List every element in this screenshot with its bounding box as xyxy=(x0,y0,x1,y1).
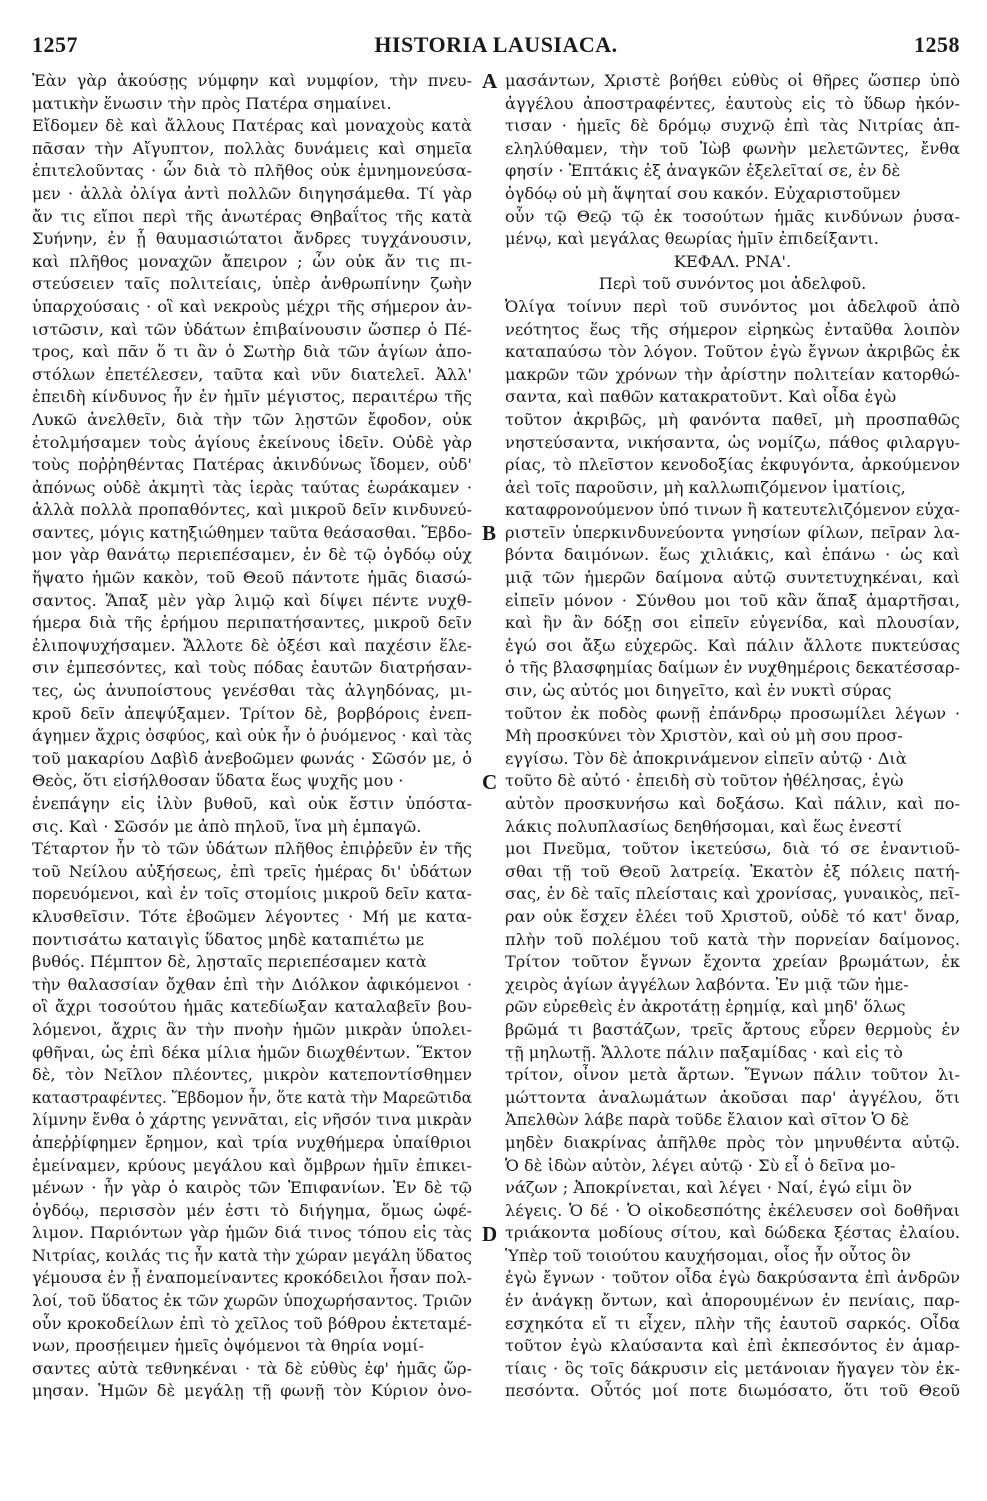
text-line: τίαις · ὃς τοῖς δάκρυσιν εἰς μετάνοιαν ἤγαγεν τὸν ἐκ- xyxy=(505,1358,960,1378)
text-line: οὖν κροκοδείλων ἐπὶ τὸ χεῖλος τοῦ βόθρου ἐκτεταμέ- xyxy=(32,1313,472,1333)
text-line: ἐνεπάγην εἰς ἰλὺν βυθοῦ, καὶ οὐκ ἔστιν ὑπόστα- xyxy=(32,794,472,813)
margin-marker-b: B xyxy=(482,521,497,545)
page-number-left: 1257 xyxy=(32,32,78,57)
text-line: γέμουσα ἐν ᾗ ἐναπομείναντες κροκόδειλοι ἦσαν πολ- xyxy=(32,1268,472,1288)
text-line: Συήνην, ἐν ᾗ θαυμασιώτατοι ἄνδρες τυγχάνουσιν, xyxy=(32,229,472,249)
margin-marker-c: C xyxy=(482,769,498,794)
text-line: Λυκῶ ἀνελθεῖν, διὰ τὴν τῶν λῃστῶν ἔφοδον, οὐκ xyxy=(32,409,472,429)
text-line: ὁ τῆς βλασφημίας δαίμων ἐν νυχθημέροις δεκατέσσαρ- xyxy=(505,658,960,678)
text-line: νων, προσῄειμεν ἡμεῖς ὀψόμενοι τὰ θηρία νομί- xyxy=(32,1336,425,1356)
text-line: λίμνην ἔνθα ὁ χάρτης γεννᾶται, εἰς νῆσόν τινα μικρὰν xyxy=(32,1110,472,1130)
text-line: ἀεὶ τοῖς παροῦσιν, μὴ καλλωπιζόμενον ἱματίοις, xyxy=(505,477,906,497)
text-line: Θεὸς, ὅτι εἰσήλθοσαν ὕδατα ἕως ψυχῆς μου · xyxy=(32,771,404,791)
text-line: λάκις πολυπλασίως δεηθήσομαι, καὶ ἕως ἐνεστί xyxy=(505,816,903,836)
left-column xyxy=(32,70,472,1403)
text-line: Μὴ προσκύνει τὸν Χριστὸν, καὶ οὐ μὴ σου προσ- xyxy=(505,726,903,746)
text-line: Ἐὰν γὰρ ἀκούσῃς νύμφην καὶ νυμφίον, τὴν πνευ- xyxy=(32,71,472,90)
text-line: χειρὸς ἁγίων ἀγγέλων λαβόντα. Ἐν μιᾷ τῶν ἡμε- xyxy=(505,974,909,994)
text-line: τῇ μηλωτῇ. Ἄλλοτε πάλιν παξαμίδας · καὶ εἰς τὸ xyxy=(505,1042,903,1062)
text-line: ὑπαρχούσαις · οἳ καὶ νεκροὺς μέχρι τῆς σήμερον ἀν- xyxy=(32,296,472,316)
text-line: Ἀπελθὼν λάβε παρὰ τοῦδε ἔλαιον καὶ σῖτον Ὁ δὲ xyxy=(505,1110,910,1130)
text-line: άγημεν ἄχρις ὀσφύος, καὶ οὐκ ἦν ὁ ῥυόμενος · καὶ τὰς xyxy=(32,726,472,746)
text-line: ιστῶσιν, καὶ τῶν ὑδάτων ἐπιβαίνουσιν ὥσπερ ὁ Πέ- xyxy=(32,319,472,339)
text-line: τοῦτον ἀκριβῶς, μὴ φανόντα παθεῖ, μὴ προσπαθῶς xyxy=(505,409,960,429)
text-line: Ὀλίγα τοίνυν περὶ τοῦ συνόντος μοι ἀδελφοῦ ἀπὸ xyxy=(505,296,960,316)
text-line: ἄν τις εἴποι περὶ τῆς ἀνωτέρας Θηβαΐτος τῆς κατὰ xyxy=(32,206,472,226)
text-line: τοῦ μακαρίου Δαβὶδ ἀνεβοῶμεν φωνάς · Σῶσόν με, ὁ xyxy=(32,748,472,768)
text-line: Τρίτον τοῦτον ἔγνων ἔχοντα χρείαν βρωμάτων, ἐκ xyxy=(505,952,960,972)
text-line: μησαν. Ἡμῶν δὲ μεγάλῃ τῇ φωνῇ τὸν Κύριον ὀνο- xyxy=(32,1381,472,1401)
text-line: ἐπιτελοῦντας · ὧν διὰ τὸ πλῆθος οὐκ ἐμνημονεύσα- xyxy=(32,161,472,181)
text-line: Νιτρίας, κοιλάς τις ἦν κατὰ τὴν χώραν μεγάλη ὕδατος xyxy=(32,1245,472,1265)
text-line: τισαν · ἡμεῖς δὲ δρόμῳ συχνῷ ἐπὶ τὰς Νιτρίας ἀπ- xyxy=(505,116,960,136)
text-line: στεύσειεν ταῖς πολιτείαις, ὑπὲρ ἀνθρωπίνην ζωὴν xyxy=(32,274,472,294)
text-line: πᾶσαν τὴν Αἴγυπτον, πολλὰς δυνάμεις καὶ σημεῖα xyxy=(32,138,472,158)
text-line: ἐγὼ ἔγνων · τοῦτον οἶδα ἐγὼ δακρύσαντα ἐπὶ ἀνδρῶν xyxy=(505,1268,960,1288)
text-line: νηστεύσαντα, νικήσαντα, ὡς νομίζω, πάθος φιλαργυ- xyxy=(505,432,960,452)
text-line: φθῆναι, ὡς ἐπὶ δέκα μίλια ἡμῶν διωχθέντων. Ἕκτον xyxy=(32,1042,472,1062)
text-line: μοι Πνεῦμα, τοῦτον ἱκετεύσω, διὰ τό σε ἐναντιοῦ- xyxy=(505,839,960,859)
text-line: σιν ἐμπεσόντες, καὶ τοὺς πόδας ἑαυτῶν διατρήσαν- xyxy=(32,658,472,678)
text-line: βυθός. Πέμπτον δὲ, λῃσταῖς περιεπέσαμεν κατὰ xyxy=(32,952,427,972)
text-line: τοῦτο δὲ αὐτό · ἐπειδὴ σὺ τοῦτον ἠθέλησας, ἐγὼ xyxy=(505,771,904,791)
text-line: ὀγδόῳ, περισσὸν μέν ἐστι τὸ διήγημα, ὅμως ὠφέ- xyxy=(32,1200,472,1220)
text-line: οὖν τῷ Θεῷ τῷ ἐκ τοσούτων ἡμᾶς κινδύνων ῥυσα- xyxy=(505,206,960,226)
text-line: τοῦτον ἐκ ποδὸς φωνῇ ἐπάνδρῳ προσωμίλει λέγων · xyxy=(505,703,960,723)
margin-marker-a: A xyxy=(482,69,498,93)
text-line: εληλύθαμεν, τὴν τοῦ Ἰὼβ φωνὴν μελετῶντες, ἔνθα xyxy=(505,138,960,158)
text-line: ραν οὐκ ἔσχεν ἐλέει τοῦ Χριστοῦ, οὐδὲ τό κατ' ὄναρ, xyxy=(505,906,960,926)
text-line: ἐλιποψυχήσαμεν. Ἄλλοτε δὲ ὀξέσι καὶ παχέσιν ἕλε- xyxy=(32,635,472,655)
text-line: ἐγώ σοι ἄξω εὐχερῶς. Καὶ πάλιν ἄλλοτε πυκτεύσας xyxy=(505,635,960,655)
text-line: σθαι τῇ τοῦ Θεοῦ λατρείᾳ. Ἑκατὸν ἐξ πόλεις πατή- xyxy=(505,861,960,881)
text-line: λοί, τοῦ ὕδατος ἐκ τῶν χωρῶν ὑποχωρήσαντος. Τριῶν xyxy=(32,1291,472,1311)
text-line: ρίας, τὸ πλεῖστον κενοδοξίας ἐκφυγόντα, ἀρκούμενον xyxy=(505,455,960,475)
running-title: HISTORIA LAUSIACA. xyxy=(374,32,618,57)
text-line: καὶ πλῆθος μοναχῶν ἄπειρον ; ὧν οὐκ ἄν τις πι- xyxy=(32,251,472,271)
text-line: μώττοντα ἀναλωμάτων ἀκοῦσαι παρ' ἀγγέλου, ὅτι xyxy=(505,1087,960,1107)
text-line: μακρῶν τῶν χρόνων τὴν ἀρίστην πολιτείαν κατορθώ- xyxy=(505,364,960,384)
text-line: λιμον. Παριόντων γὰρ ἡμῶν διά τινος τόπου εἰς τὰς xyxy=(32,1223,472,1243)
text-line: ριστεῖν ὑπερκινδυνεύοντα γνησίων φίλων, πεῖραν λα- xyxy=(505,522,960,542)
text-line: ἀγγέλου ἀποστραφέντες, ἑαυτοὺς εἰς τὸ ὕδωρ ἠκόν- xyxy=(505,93,960,113)
text-line: ματικὴν ἕνωσιν τὴν πρὸς Πατέρα σημαίνει. xyxy=(32,93,392,113)
text-line: τὴν θαλασσίαν ὄχθαν ἐπὶ τὴν Διόλκον ἀφικόμενοι · xyxy=(32,974,472,994)
text-line: σις. Καὶ · Σῶσόν με ἀπὸ πηλοῦ, ἵνα μὴ ἐμπαγῶ. xyxy=(32,816,422,836)
text-line: ποντισάτω καταιγὶς ὕδατος μηδὲ καταπιέτω με xyxy=(32,929,425,949)
text-line: τρίτον, οἶνον μετὰ ἄρτων. Ἔγνων πάλιν τοῦτον λι- xyxy=(505,1065,960,1085)
text-line: τοῦ Νείλου αὐξήσεως, ἐπὶ τρεῖς ἡμέρας δι' ὑδάτων xyxy=(32,861,472,881)
text-line: νάζων ; Ἀποκρίνεται, καὶ λέγει · Ναί, ἐγώ εἰμι ὃν xyxy=(505,1178,912,1198)
text-line: τες, ὡς ἀνυποίστους γενέσθαι τὰς ἀλγηδόνας, μι- xyxy=(32,681,472,701)
text-line: νεότητος ἕως τῆς σήμερον εἰρηκὼς ἐνταῦθα λοιπὸν xyxy=(505,319,960,339)
text-line: ρῶν εὑρεθεὶς ἐν ἀκροτάτῃ ἐρημίᾳ, καὶ μηδ' ὅλως xyxy=(505,997,906,1017)
text-line: αὐτὸν προσκυνήσω καὶ δοξάσω. Καὶ πάλιν, καὶ πο- xyxy=(505,794,960,813)
chapter-heading-line: Περὶ τοῦ συνόντος μοι ἀδελφοῦ. xyxy=(598,274,867,294)
text-line: μένων · ἦν γὰρ ὁ καιρὸς τῶν Ἐπιφανίων. Ἐν δὲ τῷ xyxy=(32,1178,472,1198)
text-line: σαντες, μόγις κατηξιώθημεν ταῦτα θεάσασθαι. Ἕβδο- xyxy=(32,522,472,542)
text-line: ὀγδόῳ οὐ μὴ ἅψηταί σου κακόν. Εὐχαριστοῦμεν xyxy=(505,183,901,203)
text-line: εἰπεῖν μόνον · Σύνθου μοι τοῦ κἂν ἅπαξ ἁμαρτῆσαι, xyxy=(505,590,960,610)
text-line: λόμενοι, ἄχρις ἂν τὴν πνοὴν ἡμῶν μικρὰν ὑπολει- xyxy=(32,1019,472,1039)
chapter-heading-line: ΚΕΦΑΛ. ΡΝΑ'. xyxy=(673,251,792,271)
text-line: Ὁ δὲ ἰδὼν αὐτὸν, λέγει αὐτῷ · Σὺ εἶ ὁ δεῖνα μο- xyxy=(505,1155,896,1175)
text-line: καταπαύσω τὸν λόγον. Τοῦτον ἐγὼ ἔγνων ἀκριβῶς ἐκ xyxy=(505,342,960,362)
text-line: τοὺς ποῤῥηθέντας Πατέρας ἀκινδύνως ἴδομεν, οὐδ' xyxy=(32,455,472,475)
text-line: πλὴν τοῦ πολέμου τοῦ κατὰ τὴν πορνείαν δαίμονος. xyxy=(505,929,960,949)
text-line: ἐμείναμεν, κρύους μεγάλου καὶ ὄμβρων ἡμῖν ἐπικει- xyxy=(32,1155,472,1175)
text-line: ἐν ἀνάγκῃ ὄντων, καὶ ἀπορουμένων ἐν πενίαις, παρ- xyxy=(505,1291,960,1311)
text-line: μον γὰρ θανάτῳ περιεπέσαμεν, ἐν δὲ τῷ ὀγδόῳ οὐχ xyxy=(32,545,472,565)
text-line: φησίν · Ἑπτάκις ἐξ ἀναγκῶν ἐξελεῖταί σε, ἐν δὲ xyxy=(505,161,901,181)
text-line: σιν, ὡς αὐτός μοι διηγεῖτο, καὶ ἐν νυκτὶ σύρας xyxy=(505,681,892,701)
text-line: καταφρονούμενον ὑπό τινων ἢ κατευτελιζόμενον εὐχα- xyxy=(505,500,960,520)
text-line: πεσόντα. Οὗτός μοί ποτε διωμόσατο, ὅτι τοῦ Θεοῦ xyxy=(505,1381,960,1401)
text-line: πορευόμενοι, καὶ ἐν τοῖς στομίοις μικροῦ δεῖν κατα- xyxy=(32,884,472,904)
text-line: λέγεις. Ὁ δέ · Ὁ οἰκοδεσπότης ἐκέλευσεν σοὶ δοθῆναι xyxy=(505,1200,960,1220)
text-line: τρος, καὶ πᾶν ὅ τι ἂν ὁ Σωτὴρ διὰ τῶν ἁγίων ἀπο- xyxy=(32,342,472,362)
text-line: ἀπόνως οὐδὲ ἀκμητὶ τὰς ἱερὰς ταύτας ἑωράκαμεν · xyxy=(32,477,472,497)
text-line: ἥψατο ἡμῶν κακὸν, τοῦ Θεοῦ πάντοτε ἡμᾶς διασώ- xyxy=(32,568,472,588)
text-line: Εἴδομεν δὲ καὶ ἄλλους Πατέρας καὶ μοναχοὺς κατὰ xyxy=(32,116,472,136)
text-line: καταστραφέντες. Ἕβδομον ἦν, ὅτε κατὰ τὴν Μαρεῶτιδα xyxy=(32,1087,472,1107)
text-line: ήμερα διὰ τῆς ἐρήμου περιπατήσαντες, μικροῦ δεῖν xyxy=(32,613,472,633)
text-line: σας, ἐν δὲ ταῖς πλείσταις καὶ χρονίσας, γυναικὸς, πεῖ- xyxy=(505,884,960,904)
page-header xyxy=(32,32,960,62)
text-line: ἀλλὰ πολλὰ προπαθόντες, καὶ μικροῦ δεῖν κινδυνεύ- xyxy=(32,500,472,520)
text-line: μηδὲν διακρίνας ἀπῆλθε πρὸς τὸν μηνυθέντα αὐτῷ. xyxy=(505,1132,960,1152)
text-line: εσχηκότα εἴ τι εἶχεν, πλὴν τῆς ἑαυτοῦ σαρκός. Οἶδα xyxy=(505,1313,960,1333)
text-line: τριάκοντα μοδίους σίτου, καὶ δώδεκα ξέστας ἐλαίου. xyxy=(505,1223,960,1243)
text-line: μασάντων, Χριστὲ βοήθει εὐθὺς οἱ θῆρες ὥσπερ ὑπὸ xyxy=(505,71,960,90)
text-line: Ὑπὲρ τοῦ τοιούτου καυχήσομαι, οἷος ἦν οὗτος ὃν xyxy=(505,1245,911,1265)
text-line: ἐτολμήσαμεν τοὺς ἁγίους ἐκείνους ἰδεῖν. Οὐδὲ γὰρ xyxy=(32,432,472,452)
text-line: ἀπεῤῥίφημεν ἔρημον, καὶ τρία νυχθήμερα ὑπαίθριοι xyxy=(32,1132,472,1152)
text-line: βρῶμά τι βαστάζων, τρεῖς ἄρτους εὗρεν θερμοὺς ἐν xyxy=(505,1019,960,1039)
right-column xyxy=(505,70,960,1403)
text-line: καὶ ἣν ἂν δόξῃ σοι εἰπεῖν εὐγενίδα, καὶ πλουσίαν, xyxy=(505,613,960,633)
text-line: μεν · ἀλλὰ ὀλίγα ἀντὶ πολλῶν διηγησάμεθα. Τί γὰρ xyxy=(32,183,472,203)
page-number-right: 1258 xyxy=(914,32,960,57)
text-line: τοῦτον ἐγὼ κλαύσαντα καὶ ἐπὶ ἐκπεσόντος ἐν ἁμαρ- xyxy=(505,1336,960,1356)
text-line: ἐπειδὴ κίνδυνος ἦν ἐν ἡμῖν μέγιστος, περαιτέρω τῆς xyxy=(32,387,472,407)
text-line: σαντος. Ἅπαξ μὲν γὰρ λιμῷ καὶ δίψει πέντε νυχθ- xyxy=(32,590,472,610)
text-line: κροῦ δεῖν ἀπεψύξαμεν. Τρίτον δὲ, βορβόροις ἐνεπ- xyxy=(32,703,472,723)
margin-marker-d: D xyxy=(482,1221,498,1246)
text-line: μιᾷ τῶν ἡμερῶν δαίμονα αὐτῷ συντετυχηκέναι, καὶ xyxy=(505,568,960,588)
text-line: βόντα δαιμόνων. ἕως χιλιάκις, καὶ ἐπάνω · ὡς καὶ xyxy=(505,545,960,565)
text-line: μένῳ, καὶ μεγάλας θεωρίας ἡμῖν ἐπιδείξαντι. xyxy=(505,229,879,249)
text-line: κλυσθεῖσιν. Τότε ἐβοῶμεν λέγοντες · Μή με κατα- xyxy=(32,906,472,926)
text-line: στόλων ἐπετέλεσεν, ταῦτα καὶ νῦν διατελεῖ. Ἀλλ' xyxy=(32,364,472,384)
text-line: εγγίσω. Τὸν δὲ ἀποκρινάμενον εἰπεῖν αὐτῷ · Διὰ xyxy=(505,748,907,768)
text-line: Τέταρτον ἦν τὸ τῶν ὑδάτων πλῆθος ἐπιῤῥεῦν ἐν τῆς xyxy=(32,839,472,859)
text-line: οἳ ἄχρι τοσούτου ἡμᾶς κατεδίωξαν καταλαβεῖν βου- xyxy=(32,997,472,1017)
text-line: δὲ, τὸν Νεῖλον πλέοντες, μικρὸν κατεποντίσθημεν xyxy=(32,1065,472,1085)
text-line: σαντα, καὶ παθῶν κατακρατοῦντ. Καὶ οἶδα ἐγὼ xyxy=(505,387,897,407)
text-line: σαντες αὐτὰ τεθνηκέναι · τὰ δὲ εὐθὺς ἐφ' ἡμᾶς ὥρ- xyxy=(32,1358,472,1378)
